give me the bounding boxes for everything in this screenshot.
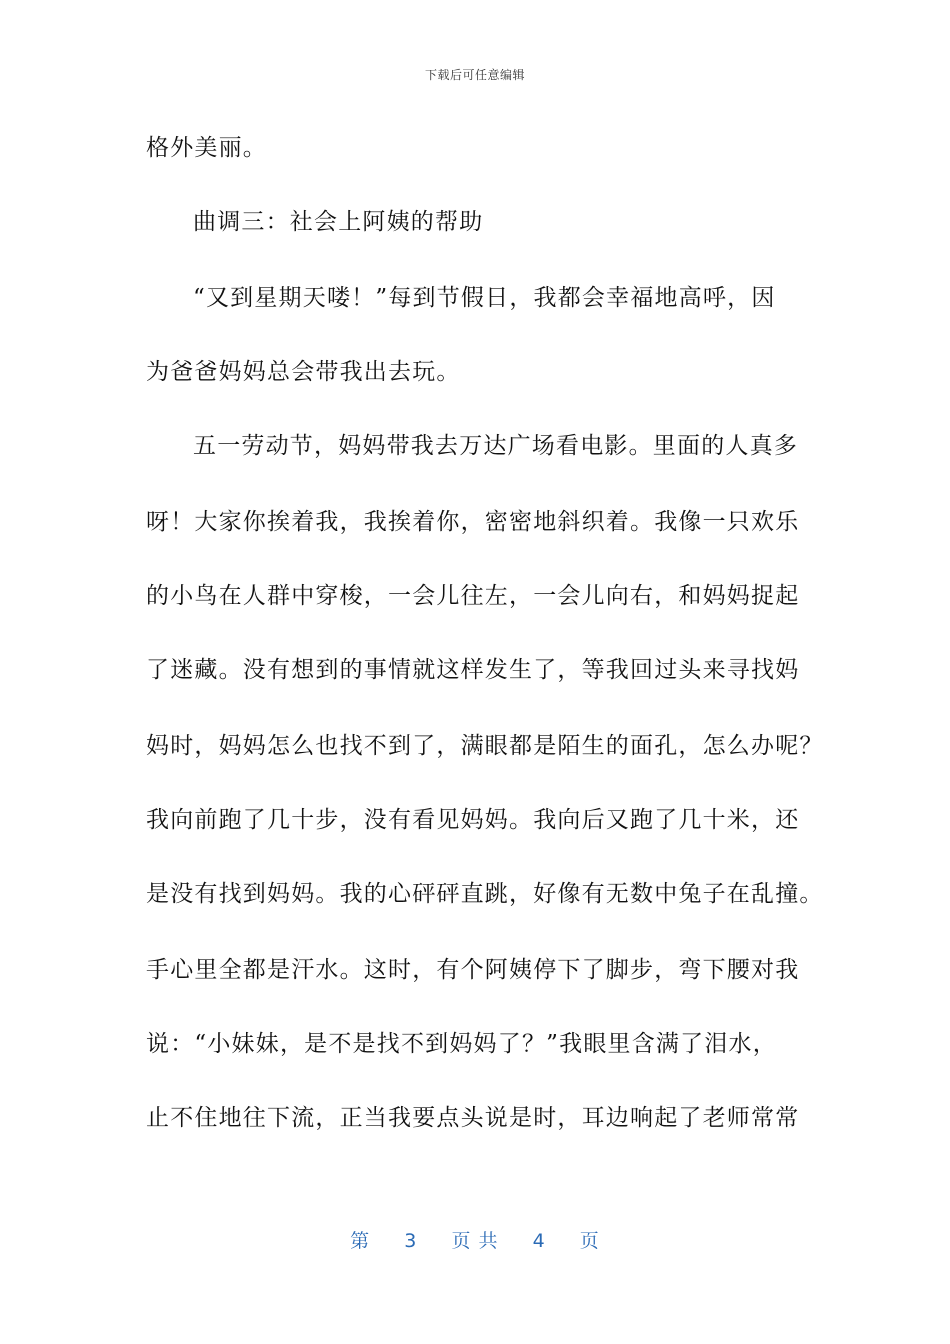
page-footer [0, 1226, 950, 1253]
total-pages-number: 4 [532, 1230, 546, 1252]
footer-middle: 页 共 [451, 1230, 499, 1252]
text-line: 我向前跑了几十步，没有看见妈妈。我向后又跑了几十米，还 [146, 807, 800, 833]
text-line: 了迷藏。没有想到的事情就这样发生了，等我回过头来寻找妈 [146, 657, 800, 683]
current-page-number: 3 [404, 1230, 418, 1252]
text-line: 妈时，妈妈怎么也找不到了，满眼都是陌生的面孔，怎么办呢？ [146, 733, 824, 759]
text-line: 说：“小妹妹，是不是找不到妈妈了？”我眼里含满了泪水， [146, 1031, 777, 1057]
text-line: 格外美丽。 [146, 135, 267, 161]
section-heading: 曲调三：社会上阿姨的帮助 [193, 209, 484, 235]
text-line: 的小鸟在人群中穿梭，一会儿往左，一会儿向右，和妈妈捉起 [146, 583, 800, 609]
text-line: 为爸爸妈妈总会带我出去玩。 [146, 359, 461, 385]
text-line: “又到星期天喽！”每到节假日，我都会幸福地高呼，因 [193, 285, 776, 311]
text-line: 止不住地往下流，正当我要点头说是时，耳边响起了老师常常 [146, 1105, 800, 1131]
text-line: 手心里全都是汗水。这时，有个阿姨停下了脚步，弯下腰对我 [146, 957, 800, 983]
footer-suffix: 页 [579, 1230, 600, 1252]
footer-prefix: 第 [350, 1230, 371, 1252]
text-line: 是没有找到妈妈。我的心砰砰直跳，好像有无数中兔子在乱撞。 [146, 881, 824, 907]
text-line: 五一劳动节，妈妈带我去万达广场看电影。里面的人真多 [193, 433, 798, 459]
text-line: 呀！大家你挨着我，我挨着你，密密地斜织着。我像一只欢乐 [146, 509, 800, 535]
page-header: 下载后可任意编辑 [424, 68, 525, 82]
